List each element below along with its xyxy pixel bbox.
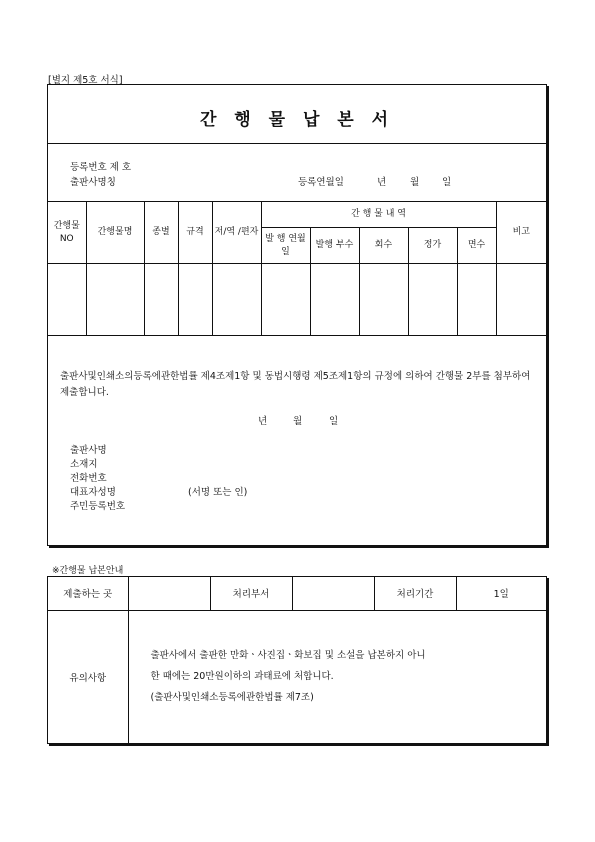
applicant-address-label: 소재지 (70, 459, 98, 470)
col-header-copies: 발행 부수 (310, 228, 359, 264)
period-value: 1일 (456, 577, 546, 610)
col-header-name: 간행물명 (86, 202, 144, 264)
cell-pub-date[interactable] (261, 264, 310, 336)
submission-form (47, 84, 547, 546)
caution-line-2: 한 때에는 20만원이하의 과태료에 처합니다. (150, 671, 334, 683)
publisher-name-label: 출판사명칭 (70, 177, 116, 188)
guide-section-label: ※간행물 납본안내 (52, 566, 124, 576)
submit-place-value[interactable] (128, 577, 210, 610)
applicant-publisher-label: 출판사명 (70, 445, 107, 456)
cell-pages[interactable] (457, 264, 496, 336)
dept-value[interactable] (292, 577, 374, 610)
cell-size[interactable] (178, 264, 212, 336)
applicant-representative-label: 대표자성명 (70, 487, 116, 498)
col-header-remark: 비고 (496, 202, 546, 264)
caution-line-3: (출판사및인쇄소등록에관한법률 제7조) (150, 692, 314, 704)
cell-copies[interactable] (310, 264, 359, 336)
col-header-issue: 회수 (359, 228, 408, 264)
col-header-pub-date: 발 행 연월일 (261, 228, 310, 264)
col-header-details: 간 행 물 내 역 (261, 202, 496, 228)
reg-date-year: 년 (377, 177, 387, 188)
cell-type[interactable] (144, 264, 178, 336)
signature-note: (서명 또는 인) (188, 487, 248, 498)
caution-text (128, 610, 546, 743)
submit-date-day: 일 (329, 416, 339, 427)
form-number-label: [별지 제5호 서식] (48, 75, 123, 86)
title-row (48, 85, 546, 144)
guide-box (47, 576, 547, 744)
cell-remark[interactable] (496, 264, 546, 336)
dept-label: 처리부서 (210, 577, 292, 610)
applicant-phone-label: 전화번호 (70, 473, 107, 484)
reg-date-day: 일 (442, 177, 452, 188)
caution-label: 유의사항 (48, 610, 128, 743)
cell-no[interactable] (48, 264, 86, 336)
col-header-price: 정가 (408, 228, 457, 264)
guide-table (48, 577, 546, 743)
period-label: 처리기간 (374, 577, 456, 610)
reg-no-label: 등록번호 제 호 (70, 162, 132, 173)
col-header-author: 저/역 /편자 (212, 202, 261, 264)
declaration-text: 출판사및인쇄소의등록에관한법률 제4조제1항 및 동법시행령 제5조제1항의 규정에 의하여 간행물 2부를 첨부하여 제출합니다. (60, 371, 531, 398)
submit-date-month: 월 (293, 416, 303, 427)
form-title: 간 행 물 납 본 서 (199, 110, 395, 130)
publication-table (48, 201, 546, 336)
cell-price[interactable] (408, 264, 457, 336)
cell-author[interactable] (212, 264, 261, 336)
reg-date-label: 등록연월일 (298, 177, 344, 188)
col-header-pages: 면수 (457, 228, 496, 264)
cell-name[interactable] (86, 264, 144, 336)
col-header-no: 간행물 NO (48, 202, 86, 264)
caution-line-1: 출판사에서 출판한 만화ㆍ사진집ㆍ화보집 및 소설을 납본하지 아니 (150, 650, 426, 662)
submit-place-label: 제출하는 곳 (48, 577, 128, 610)
cell-issue[interactable] (359, 264, 408, 336)
table-row (48, 264, 546, 336)
col-header-type: 종별 (144, 202, 178, 264)
submit-date-year: 년 (258, 416, 268, 427)
applicant-resident-no-label: 주민등록번호 (70, 501, 126, 512)
reg-date-month: 월 (410, 177, 420, 188)
col-header-size: 규격 (178, 202, 212, 264)
